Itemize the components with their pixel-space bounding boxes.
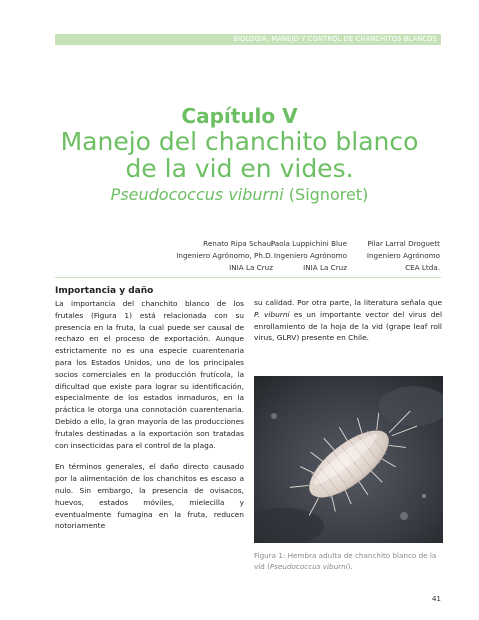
author-title: Ingeniero Agrónomo (366, 251, 440, 260)
author-affiliation: INIA La Cruz (303, 263, 347, 272)
author-name: Paola Luppichini Blue (270, 239, 347, 248)
author-affiliation: INIA La Cruz (229, 263, 273, 272)
species-author: (Signoret) (288, 185, 369, 204)
section-divider (55, 277, 441, 278)
chapter-title-line2: de la vid en vides. (125, 154, 354, 183)
section-heading: Importancia y daño (55, 286, 154, 296)
paragraph-3: su calidad. Por otra parte, la literatura señala que P. viburni es un importante vector del virus del enrollamiento de la hoja de la vid (grape leaf roll virus, GLRV) presente en Chile. (254, 298, 443, 343)
paragraph-2: En términos generales, el daño directo causado por la alimentación de los chanchitos es escaso a nulo. Sin embargo, la presencia de ovisacos, huevos, estados móviles, mielecilla y eventualmente fumagina en la fruta, reducen notoriamente (55, 462, 244, 531)
species-abbrev: P. viburni (254, 309, 290, 319)
author-name: Pilar Larral Droguett (367, 239, 440, 248)
author-block-2 (271, 238, 347, 274)
chapter-species (0, 184, 479, 206)
running-header: BIOLOGIA, MANEJO Y CONTROL DE CHANCHITOS BLANCOS (233, 35, 437, 43)
author-title: Ingeniero Agrónomo (273, 251, 347, 260)
paragraph-1: La importancia del chanchito blanco de los frutales (Figura 1) está relacionada con su presencia en la fruta, la cual puede ser causal de rechazo en el proceso de exportación. Aunque estrictamente no es una especie cuarentenaria para los Estados Unidos, uno de los principales socios comerciales en la producción frutícola, la dificultad que existe para lograr su identificación, especialmente de los estados inmaduros, en la práctica le otorga una connotación cuarentenaria. Debido a ello, la gran mayoría de las producciones frutales destinadas a la exportación son tratadas con insecticidas para el control de la plaga. (55, 299, 244, 450)
author-affiliation: CEA Ltda. (405, 263, 440, 272)
author-block-1 (176, 238, 273, 274)
author-block-3 (367, 238, 440, 274)
chapter-title-line1: Manejo del chanchito blanco (60, 127, 419, 156)
author-title: Ingeniero Agrónomo, Ph.D. (176, 251, 273, 260)
mealybug-photo (254, 376, 443, 543)
chapter-heading (0, 104, 479, 206)
figure-caption: Figura 1: Hembra adulta de chanchito blanco de la vid (Pseudococcus viburni). (254, 551, 437, 571)
text-column-left (55, 286, 244, 532)
text-column-right (254, 297, 442, 344)
author-name: Renato Ripa Schaul (203, 239, 273, 248)
page-number: 41 (431, 594, 441, 603)
chapter-number: Capítulo V (181, 104, 298, 128)
species-name: Pseudococcus viburni (110, 185, 284, 204)
